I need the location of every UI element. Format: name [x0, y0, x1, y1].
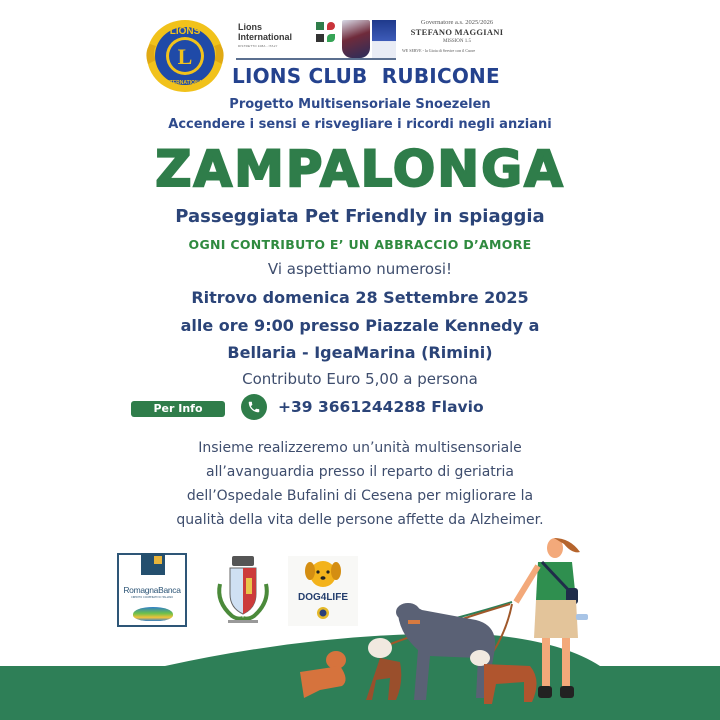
event-title: ZAMPALONGA	[155, 140, 565, 198]
crest-icon	[212, 554, 274, 628]
italy-map-badge-icon	[372, 20, 396, 58]
dog4life-logo: DOG4LIFE	[288, 556, 358, 626]
running-orange-dog	[300, 651, 346, 698]
club-name: LIONS CLUB RUBICONE	[232, 64, 500, 88]
contact-phone[interactable]: +39 3661244288 Flavio	[278, 398, 484, 416]
romagnabanca-logo: RomagnaBanca CREDITO COOPERATIVO ITALIANO	[117, 553, 187, 627]
event-date: Ritrovo domenica 28 Settembre 2025	[191, 288, 529, 307]
event-time-location: alle ore 9:00 presso Piazzale Kennedy a	[180, 316, 540, 335]
svg-text:INTERNATIONAL: INTERNATIONAL	[164, 80, 206, 86]
phone-handset-icon	[247, 400, 261, 414]
project-description: Insieme realizzeremo un’unità multisensoriale all’avanguardia presso il reparto di geriatria dell’Ospedale Bufalini di Cesena per migliorare la qualità della vita delle persone affette da Alzheimer.	[176, 440, 544, 528]
phone-icon[interactable]	[241, 394, 267, 420]
romagnabanca-mark-icon	[141, 553, 165, 575]
svg-text:L: L	[177, 44, 193, 69]
municipal-crest-logo	[212, 554, 274, 628]
event-fee: Contributo Euro 5,00 a persona	[242, 370, 478, 388]
district-flags-icon	[316, 22, 338, 46]
lions-international-logo	[142, 14, 228, 96]
dog-walker-illustration	[280, 530, 600, 720]
spotted-dog	[366, 638, 401, 700]
svg-text:LIONS: LIONS	[169, 26, 201, 37]
governor-info: Governatore a.s. 2025/2026 STEFANO MAGGIANI MISSION 1.5 WE SERVE - la Gioia di Servire con il Cuore	[402, 19, 504, 53]
header-divider	[236, 58, 396, 60]
project-tagline: Accendere i sensi e risvegliare i ricordi negli anziani	[168, 117, 552, 132]
event-motto: OGNI CONTRIBUTO E’ UN ABBRACCIO D’AMORE	[188, 237, 532, 252]
district-badge-icon	[342, 20, 370, 58]
lions-international-wordmark: Lions International DISTRETTO 108A - ITALY	[238, 22, 293, 48]
welcome-text: Vi aspettiamo numerosi!	[267, 260, 453, 278]
event-subtitle: Passeggiata Pet Friendly in spiaggia	[175, 206, 545, 227]
romagnabanca-wave-icon	[133, 607, 173, 621]
per-info-button[interactable]: Per Info	[131, 401, 225, 417]
event-place: Bellaria - IgeaMarina (Rimini)	[227, 343, 493, 362]
project-title: Progetto Multisensoriale Snoezelen	[229, 97, 491, 112]
lions-emblem-icon	[142, 14, 228, 96]
